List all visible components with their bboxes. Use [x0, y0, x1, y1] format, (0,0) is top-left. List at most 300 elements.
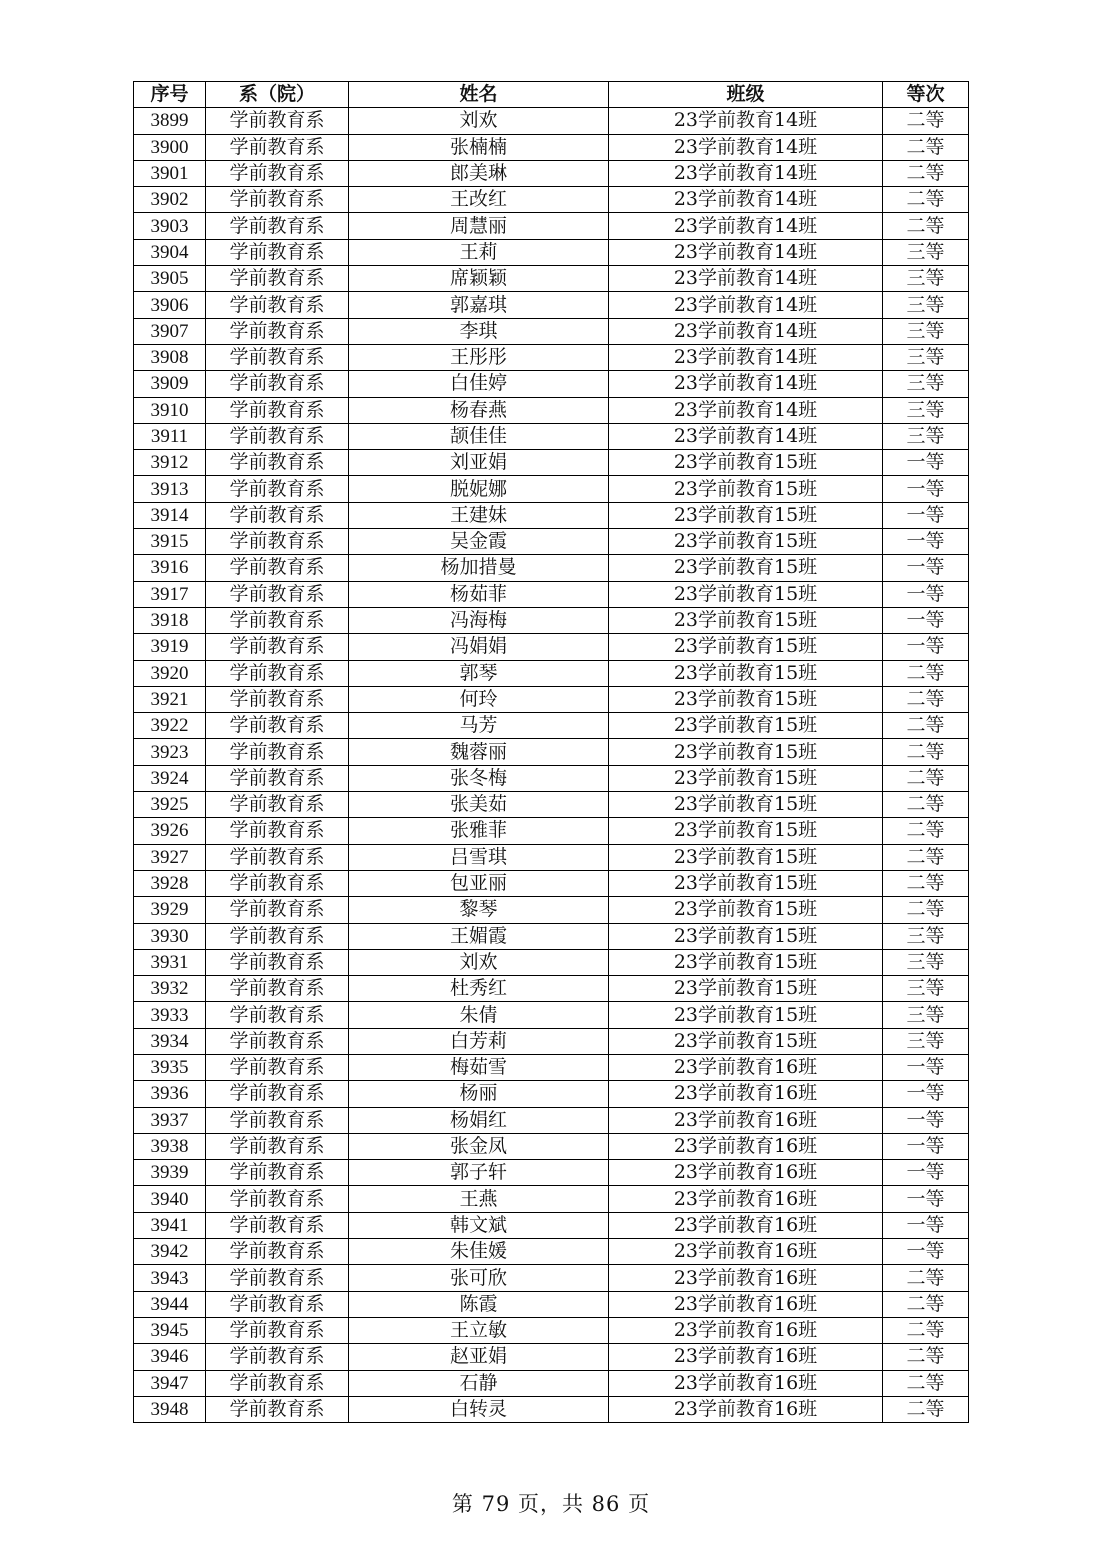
class-cell: 23学前教育15班	[609, 450, 883, 476]
table-row	[134, 1396, 969, 1422]
serial-number-cell: 3926	[134, 818, 206, 844]
department-cell: 学前教育系	[206, 1370, 349, 1396]
name-cell: 王媚霞	[349, 923, 609, 949]
class-cell: 23学前教育14班	[609, 239, 883, 265]
grade-cell: 二等	[883, 870, 969, 896]
name-cell: 张美茹	[349, 792, 609, 818]
grade-cell: 二等	[883, 1396, 969, 1422]
serial-number-cell: 3932	[134, 976, 206, 1002]
name-cell: 刘亚娟	[349, 450, 609, 476]
serial-number-cell: 3928	[134, 870, 206, 896]
name-cell: 张可欣	[349, 1265, 609, 1291]
serial-number-cell: 3947	[134, 1370, 206, 1396]
serial-number-cell: 3901	[134, 160, 206, 186]
table-row	[134, 870, 969, 896]
department-cell: 学前教育系	[206, 371, 349, 397]
table-row	[134, 555, 969, 581]
grade-cell: 二等	[883, 108, 969, 134]
grade-cell: 三等	[883, 344, 969, 370]
table-row	[134, 529, 969, 555]
department-cell: 学前教育系	[206, 1396, 349, 1422]
department-cell: 学前教育系	[206, 818, 349, 844]
serial-number-cell: 3914	[134, 502, 206, 528]
serial-number-cell: 3917	[134, 581, 206, 607]
class-cell: 23学前教育15班	[609, 581, 883, 607]
table-row	[134, 1317, 969, 1343]
table-row	[134, 1370, 969, 1396]
grade-cell: 三等	[883, 371, 969, 397]
class-cell: 23学前教育16班	[609, 1212, 883, 1238]
grade-cell: 二等	[883, 792, 969, 818]
name-cell: 张雅菲	[349, 818, 609, 844]
table-row	[134, 423, 969, 449]
class-cell: 23学前教育15班	[609, 949, 883, 975]
department-cell: 学前教育系	[206, 318, 349, 344]
serial-number-cell: 3933	[134, 1002, 206, 1028]
department-cell: 学前教育系	[206, 502, 349, 528]
class-cell: 23学前教育14班	[609, 160, 883, 186]
table-row	[134, 108, 969, 134]
department-cell: 学前教育系	[206, 1186, 349, 1212]
class-cell: 23学前教育16班	[609, 1186, 883, 1212]
table-row	[134, 660, 969, 686]
department-cell: 学前教育系	[206, 1081, 349, 1107]
serial-number-cell: 3923	[134, 739, 206, 765]
table-row	[134, 1002, 969, 1028]
department-cell: 学前教育系	[206, 134, 349, 160]
serial-number-cell: 3920	[134, 660, 206, 686]
grade-cell: 三等	[883, 239, 969, 265]
class-cell: 23学前教育15班	[609, 476, 883, 502]
table-row	[134, 292, 969, 318]
table-row	[134, 607, 969, 633]
serial-number-cell: 3915	[134, 529, 206, 555]
class-cell: 23学前教育15班	[609, 660, 883, 686]
department-cell: 学前教育系	[206, 686, 349, 712]
name-cell: 王建妹	[349, 502, 609, 528]
class-cell: 23学前教育14班	[609, 344, 883, 370]
class-cell: 23学前教育15班	[609, 1028, 883, 1054]
grade-cell: 三等	[883, 292, 969, 318]
department-cell: 学前教育系	[206, 739, 349, 765]
class-cell: 23学前教育15班	[609, 502, 883, 528]
class-cell: 23学前教育15班	[609, 607, 883, 633]
class-cell: 23学前教育14班	[609, 397, 883, 423]
department-cell: 学前教育系	[206, 660, 349, 686]
department-cell: 学前教育系	[206, 1317, 349, 1343]
department-cell: 学前教育系	[206, 923, 349, 949]
name-cell: 杜秀红	[349, 976, 609, 1002]
department-cell: 学前教育系	[206, 187, 349, 213]
grade-cell: 一等	[883, 1081, 969, 1107]
name-cell: 刘欢	[349, 949, 609, 975]
table-row	[134, 476, 969, 502]
grade-cell: 一等	[883, 581, 969, 607]
table-row	[134, 792, 969, 818]
table-row	[134, 765, 969, 791]
grade-cell: 二等	[883, 134, 969, 160]
class-cell: 23学前教育16班	[609, 1239, 883, 1265]
serial-number-cell: 3945	[134, 1317, 206, 1343]
grade-cell: 一等	[883, 1054, 969, 1080]
department-cell: 学前教育系	[206, 1265, 349, 1291]
department-cell: 学前教育系	[206, 450, 349, 476]
name-cell: 颉佳佳	[349, 423, 609, 449]
serial-number-cell: 3904	[134, 239, 206, 265]
name-cell: 石静	[349, 1370, 609, 1396]
class-cell: 23学前教育16班	[609, 1081, 883, 1107]
class-cell: 23学前教育14班	[609, 423, 883, 449]
serial-number-cell: 3909	[134, 371, 206, 397]
page-number-footer: 第 79 页，共 86 页	[451, 1492, 651, 1516]
serial-number-cell: 3925	[134, 792, 206, 818]
serial-number-cell: 3942	[134, 1239, 206, 1265]
name-cell: 郎美琳	[349, 160, 609, 186]
table-row	[134, 949, 969, 975]
class-cell: 23学前教育14班	[609, 134, 883, 160]
department-cell: 学前教育系	[206, 1239, 349, 1265]
name-cell: 朱佳媛	[349, 1239, 609, 1265]
table-row	[134, 266, 969, 292]
class-cell: 23学前教育14班	[609, 318, 883, 344]
department-cell: 学前教育系	[206, 581, 349, 607]
name-cell: 刘欢	[349, 108, 609, 134]
serial-number-cell: 3922	[134, 713, 206, 739]
table-body	[134, 108, 969, 1423]
table-row	[134, 686, 969, 712]
table-row	[134, 134, 969, 160]
serial-number-cell: 3936	[134, 1081, 206, 1107]
serial-number-cell: 3941	[134, 1212, 206, 1238]
class-cell: 23学前教育16班	[609, 1107, 883, 1133]
grade-cell: 一等	[883, 1212, 969, 1238]
class-cell: 23学前教育14班	[609, 108, 883, 134]
header-grade: 等次	[883, 82, 969, 108]
name-cell: 郭子轩	[349, 1160, 609, 1186]
class-cell: 23学前教育16班	[609, 1291, 883, 1317]
name-cell: 赵亚娟	[349, 1344, 609, 1370]
grade-cell: 二等	[883, 160, 969, 186]
grade-cell: 二等	[883, 213, 969, 239]
department-cell: 学前教育系	[206, 529, 349, 555]
serial-number-cell: 3905	[134, 266, 206, 292]
table-row	[134, 450, 969, 476]
serial-number-cell: 3937	[134, 1107, 206, 1133]
grade-cell: 二等	[883, 1317, 969, 1343]
grade-cell: 一等	[883, 607, 969, 633]
table-row	[134, 1186, 969, 1212]
serial-number-cell: 3939	[134, 1160, 206, 1186]
department-cell: 学前教育系	[206, 160, 349, 186]
name-cell: 白芳莉	[349, 1028, 609, 1054]
award-table	[133, 81, 969, 1423]
table-row	[134, 713, 969, 739]
department-cell: 学前教育系	[206, 949, 349, 975]
table-row	[134, 739, 969, 765]
serial-number-cell: 3940	[134, 1186, 206, 1212]
grade-cell: 一等	[883, 555, 969, 581]
class-cell: 23学前教育16班	[609, 1265, 883, 1291]
name-cell: 杨加措曼	[349, 555, 609, 581]
department-cell: 学前教育系	[206, 423, 349, 449]
class-cell: 23学前教育15班	[609, 976, 883, 1002]
name-cell: 张冬梅	[349, 765, 609, 791]
table-row	[134, 634, 969, 660]
serial-number-cell: 3906	[134, 292, 206, 318]
table-row	[134, 1291, 969, 1317]
serial-number-cell: 3913	[134, 476, 206, 502]
department-cell: 学前教育系	[206, 239, 349, 265]
table-row	[134, 160, 969, 186]
department-cell: 学前教育系	[206, 213, 349, 239]
table-row	[134, 1107, 969, 1133]
department-cell: 学前教育系	[206, 634, 349, 660]
serial-number-cell: 3902	[134, 187, 206, 213]
serial-number-cell: 3931	[134, 949, 206, 975]
table-row	[134, 1265, 969, 1291]
class-cell: 23学前教育15班	[609, 818, 883, 844]
name-cell: 朱倩	[349, 1002, 609, 1028]
name-cell: 吕雪琪	[349, 844, 609, 870]
grade-cell: 三等	[883, 423, 969, 449]
serial-number-cell: 3910	[134, 397, 206, 423]
table-row	[134, 1133, 969, 1159]
table-row	[134, 976, 969, 1002]
table-row	[134, 923, 969, 949]
name-cell: 脱妮娜	[349, 476, 609, 502]
name-cell: 杨春燕	[349, 397, 609, 423]
class-cell: 23学前教育14班	[609, 371, 883, 397]
table-row	[134, 213, 969, 239]
grade-cell: 三等	[883, 318, 969, 344]
name-cell: 韩文斌	[349, 1212, 609, 1238]
table-row	[134, 1081, 969, 1107]
department-cell: 学前教育系	[206, 1028, 349, 1054]
grade-cell: 三等	[883, 949, 969, 975]
serial-number-cell: 3935	[134, 1054, 206, 1080]
grade-cell: 二等	[883, 1265, 969, 1291]
name-cell: 包亚丽	[349, 870, 609, 896]
name-cell: 李琪	[349, 318, 609, 344]
serial-number-cell: 3934	[134, 1028, 206, 1054]
grade-cell: 二等	[883, 187, 969, 213]
serial-number-cell: 3911	[134, 423, 206, 449]
department-cell: 学前教育系	[206, 976, 349, 1002]
header-department: 系（院）	[206, 82, 349, 108]
name-cell: 杨茹菲	[349, 581, 609, 607]
class-cell: 23学前教育15班	[609, 870, 883, 896]
header-class: 班级	[609, 82, 883, 108]
grade-cell: 二等	[883, 660, 969, 686]
grade-cell: 一等	[883, 502, 969, 528]
class-cell: 23学前教育15班	[609, 765, 883, 791]
name-cell: 周慧丽	[349, 213, 609, 239]
table-row	[134, 187, 969, 213]
department-cell: 学前教育系	[206, 1107, 349, 1133]
name-cell: 杨丽	[349, 1081, 609, 1107]
table-row	[134, 1212, 969, 1238]
table-row	[134, 844, 969, 870]
table-row	[134, 581, 969, 607]
table-row	[134, 344, 969, 370]
class-cell: 23学前教育15班	[609, 555, 883, 581]
name-cell: 陈霞	[349, 1291, 609, 1317]
name-cell: 白转灵	[349, 1396, 609, 1422]
class-cell: 23学前教育14班	[609, 292, 883, 318]
table-row	[134, 897, 969, 923]
grade-cell: 二等	[883, 765, 969, 791]
department-cell: 学前教育系	[206, 792, 349, 818]
serial-number-cell: 3946	[134, 1344, 206, 1370]
class-cell: 23学前教育15班	[609, 844, 883, 870]
class-cell: 23学前教育16班	[609, 1344, 883, 1370]
department-cell: 学前教育系	[206, 1344, 349, 1370]
class-cell: 23学前教育14班	[609, 187, 883, 213]
table-header-row	[134, 82, 969, 108]
class-cell: 23学前教育14班	[609, 266, 883, 292]
name-cell: 席颖颖	[349, 266, 609, 292]
class-cell: 23学前教育16班	[609, 1370, 883, 1396]
name-cell: 何玲	[349, 686, 609, 712]
grade-cell: 二等	[883, 713, 969, 739]
serial-number-cell: 3921	[134, 686, 206, 712]
table-row	[134, 1054, 969, 1080]
name-cell: 魏蓉丽	[349, 739, 609, 765]
class-cell: 23学前教育15班	[609, 792, 883, 818]
name-cell: 马芳	[349, 713, 609, 739]
name-cell: 梅茹雪	[349, 1054, 609, 1080]
department-cell: 学前教育系	[206, 344, 349, 370]
class-cell: 23学前教育16班	[609, 1133, 883, 1159]
table-row	[134, 1028, 969, 1054]
class-cell: 23学前教育15班	[609, 897, 883, 923]
department-cell: 学前教育系	[206, 1291, 349, 1317]
class-cell: 23学前教育15班	[609, 713, 883, 739]
department-cell: 学前教育系	[206, 870, 349, 896]
table-row	[134, 1160, 969, 1186]
grade-cell: 二等	[883, 818, 969, 844]
grade-cell: 二等	[883, 1370, 969, 1396]
serial-number-cell: 3907	[134, 318, 206, 344]
name-cell: 王莉	[349, 239, 609, 265]
table-row	[134, 1239, 969, 1265]
grade-cell: 一等	[883, 529, 969, 555]
grade-cell: 二等	[883, 686, 969, 712]
grade-cell: 三等	[883, 1002, 969, 1028]
table-row	[134, 502, 969, 528]
grade-cell: 一等	[883, 476, 969, 502]
serial-number-cell: 3943	[134, 1265, 206, 1291]
class-cell: 23学前教育16班	[609, 1396, 883, 1422]
grade-cell: 二等	[883, 739, 969, 765]
name-cell: 郭嘉琪	[349, 292, 609, 318]
serial-number-cell: 3912	[134, 450, 206, 476]
class-cell: 23学前教育15班	[609, 634, 883, 660]
department-cell: 学前教育系	[206, 476, 349, 502]
grade-cell: 三等	[883, 923, 969, 949]
department-cell: 学前教育系	[206, 555, 349, 581]
award-list-sheet	[133, 81, 968, 1423]
grade-cell: 一等	[883, 1160, 969, 1186]
serial-number-cell: 3908	[134, 344, 206, 370]
name-cell: 黎琴	[349, 897, 609, 923]
class-cell: 23学前教育15班	[609, 923, 883, 949]
class-cell: 23学前教育15班	[609, 1002, 883, 1028]
department-cell: 学前教育系	[206, 1212, 349, 1238]
name-cell: 王彤彤	[349, 344, 609, 370]
serial-number-cell: 3916	[134, 555, 206, 581]
name-cell: 张楠楠	[349, 134, 609, 160]
name-cell: 冯海梅	[349, 607, 609, 633]
serial-number-cell: 3903	[134, 213, 206, 239]
table-row	[134, 818, 969, 844]
department-cell: 学前教育系	[206, 713, 349, 739]
department-cell: 学前教育系	[206, 397, 349, 423]
serial-number-cell: 3938	[134, 1133, 206, 1159]
department-cell: 学前教育系	[206, 1160, 349, 1186]
class-cell: 23学前教育16班	[609, 1160, 883, 1186]
serial-number-cell: 3900	[134, 134, 206, 160]
grade-cell: 一等	[883, 1107, 969, 1133]
grade-cell: 三等	[883, 397, 969, 423]
grade-cell: 二等	[883, 897, 969, 923]
class-cell: 23学前教育14班	[609, 213, 883, 239]
grade-cell: 一等	[883, 450, 969, 476]
grade-cell: 一等	[883, 1133, 969, 1159]
serial-number-cell: 3929	[134, 897, 206, 923]
class-cell: 23学前教育16班	[609, 1054, 883, 1080]
serial-number-cell: 3924	[134, 765, 206, 791]
serial-number-cell: 3919	[134, 634, 206, 660]
department-cell: 学前教育系	[206, 844, 349, 870]
grade-cell: 一等	[883, 1186, 969, 1212]
grade-cell: 三等	[883, 266, 969, 292]
serial-number-cell: 3948	[134, 1396, 206, 1422]
table-row	[134, 1344, 969, 1370]
serial-number-cell: 3930	[134, 923, 206, 949]
department-cell: 学前教育系	[206, 765, 349, 791]
department-cell: 学前教育系	[206, 607, 349, 633]
department-cell: 学前教育系	[206, 1133, 349, 1159]
class-cell: 23学前教育15班	[609, 686, 883, 712]
table-row	[134, 318, 969, 344]
class-cell: 23学前教育16班	[609, 1317, 883, 1343]
header-serial-number: 序号	[134, 82, 206, 108]
grade-cell: 三等	[883, 976, 969, 1002]
department-cell: 学前教育系	[206, 1002, 349, 1028]
header-name: 姓名	[349, 82, 609, 108]
table-row	[134, 239, 969, 265]
grade-cell: 二等	[883, 1291, 969, 1317]
name-cell: 王燕	[349, 1186, 609, 1212]
name-cell: 王立敏	[349, 1317, 609, 1343]
name-cell: 冯娟娟	[349, 634, 609, 660]
grade-cell: 三等	[883, 1028, 969, 1054]
department-cell: 学前教育系	[206, 108, 349, 134]
class-cell: 23学前教育15班	[609, 739, 883, 765]
class-cell: 23学前教育15班	[609, 529, 883, 555]
name-cell: 吴金霞	[349, 529, 609, 555]
table-row	[134, 371, 969, 397]
grade-cell: 二等	[883, 1344, 969, 1370]
department-cell: 学前教育系	[206, 292, 349, 318]
grade-cell: 二等	[883, 844, 969, 870]
table-row	[134, 397, 969, 423]
name-cell: 杨娟红	[349, 1107, 609, 1133]
serial-number-cell: 3918	[134, 607, 206, 633]
serial-number-cell: 3927	[134, 844, 206, 870]
department-cell: 学前教育系	[206, 897, 349, 923]
